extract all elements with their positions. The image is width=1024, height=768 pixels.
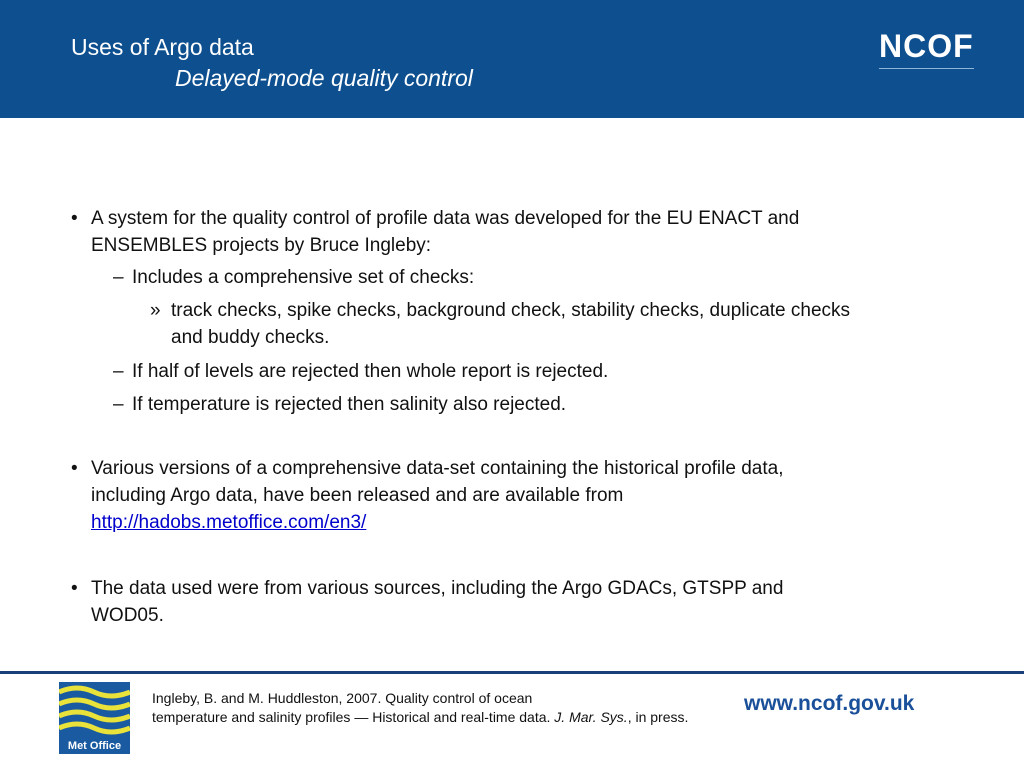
footer-divider [0, 671, 1024, 674]
dash-marker: – [113, 361, 124, 382]
dash-marker: – [113, 394, 124, 415]
reference-citation [152, 689, 712, 727]
bullet-marker: • [71, 208, 78, 229]
bullet-3-line-2: WOD05. [91, 605, 164, 626]
bullet-1-sub-3: If temperature is rejected then salinity also rejected. [132, 394, 567, 415]
bullet-1-sub-1-item-line-2: and buddy checks. [171, 327, 330, 348]
reference-line-2: temperature and salinity profiles — Historical and real-time data. [152, 709, 551, 725]
dash-marker: – [113, 267, 124, 288]
slide-title: Uses of Argo data [71, 34, 254, 60]
met-office-label: Met Office [67, 740, 122, 752]
bullet-marker: • [71, 578, 78, 599]
bullet-2-line-3 [91, 509, 366, 536]
bullet-1-sub-2: If half of levels are rejected then whole report is rejected. [132, 361, 609, 382]
bullet-1-sub-1: Includes a comprehensive set of checks: [132, 267, 475, 288]
bullet-1-line-2: ENSEMBLES projects by Bruce Ingleby: [91, 235, 432, 256]
bullet-1-sub-1-item-line-1: track checks, spike checks, background check, stability checks, duplicate checks [171, 300, 851, 321]
bullet-3-line-1: The data used were from various sources, including the Argo GDACs, GTSPP and [91, 578, 784, 599]
bullet-2-line-1: Various versions of a comprehensive data-set containing the historical profile data, [91, 458, 784, 479]
ncof-logo: NCOF [879, 28, 974, 64]
reference-line-1: Ingleby, B. and M. Huddleston, 2007. Quality control of ocean [152, 690, 533, 706]
bullet-2-line-2: including Argo data, have been released and are available from [91, 485, 624, 506]
en3-dataset-link[interactable]: http://hadobs.metoffice.com/en3/ [91, 512, 367, 533]
ncof-website-url[interactable]: www.ncof.gov.uk [744, 692, 915, 715]
met-office-logo [59, 682, 130, 754]
reference-journal: J. Mar. Sys. [554, 709, 628, 725]
reference-tail: , in press. [627, 709, 689, 725]
sub-marker: » [150, 300, 161, 321]
met-office-waves-icon [59, 682, 130, 738]
bullet-1-line-1: A system for the quality control of profile data was developed for the EU ENACT and [91, 208, 800, 229]
bullet-marker: • [71, 458, 78, 479]
slide-subtitle: Delayed-mode quality control [175, 65, 473, 91]
